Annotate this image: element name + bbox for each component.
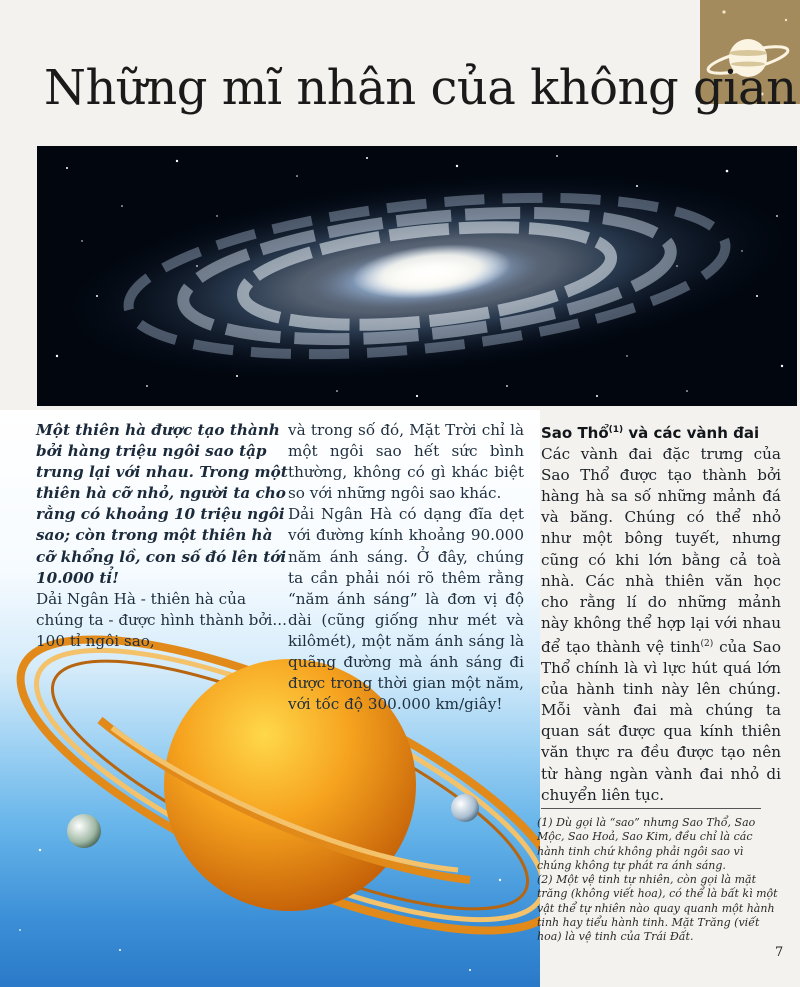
column-1 [36,420,288,652]
saturn-rings-paragraph: Các vành đai đặc trưng của Sao Thổ được tạo thành bởi hàng hà sa số những mảnh đá và băng. Chúng có thể nhỏ như một bông tuyết, nhưng cũng có khi lớn bằng cả toà nhà. Các nhà thiên văn học cho rằng lí do những mảnh này không thể hợp lại với nhau để tạo thành vệ tinh$^{(2)}$ của Sao Thổ chính là vì lực hút quá lớn của hành tinh này lên chúng. Mỗi vành đai mà chúng ta quan sát được qua kính thiên văn thực ra đều được tạo nên từ hàng ngàn vành đai nhỏ di chuyển liên tục. [541,445,781,804]
footnotes [537,816,781,945]
milky-way-paragraph: Dải Ngân Hà - thiên hà của chúng ta - được hình thành bởi... 100 tỉ ngôi sao, [36,589,287,650]
footnote-1: (1) Dù gọi là “sao” nhưng Sao Thổ, Sao Mộc, Sao Hoả, Sao Kim, đều chỉ là các hành tinh chứ không phải ngôi sao vì chúng không tự phát ra ánh sáng. [537,816,756,872]
footnote-divider [541,808,761,809]
page-number: 7 [775,945,784,960]
section-heading: Sao Thổ$^{(1)}$ và các vành đai [541,424,760,442]
galaxy-image [37,146,797,406]
column-2 [288,420,524,715]
light-year-paragraph: Dải Ngân Hà có dạng đĩa dẹt với đường kính khoảng 90.000 năm ánh sáng. Ở đây, chúng ta cần phải nói rõ thêm rằng “năm ánh sáng” là đơn vị độ dài (cũng giống như mét và kilômét), một năm ánh sáng là quãng đường mà ánh sáng đi được trong thời gian một năm, với tốc độ 300.000 km/giây! [288,505,524,714]
moon-illustration [67,814,101,848]
intro-paragraph: Một thiên hà được tạo thành bởi hàng triệu ngôi sao tập trung lại với nhau. Trong một thiên hà cỡ nhỏ, người ta cho rằng có khoảng 10 triệu ngôi sao; còn trong một thiên hà cỡ khổng lồ, con số đó lên tới 10.000 tỉ! [36,421,288,587]
footnote-2: (2) Một vệ tinh tự nhiên, còn gọi là mặt trăng (không viết hoa), có thể là bất kì một vật thể tự nhiên nào quay quanh một hành tinh hay tiểu hành tinh. Mặt Trăng (viết hoa) là vệ tinh của Trái Đất. [537,873,778,944]
sun-paragraph: và trong số đó, Mặt Trời chỉ là một ngôi sao hết sức bình thường, không có gì khác biệt so với những ngôi sao khác. [288,421,524,503]
page-title: Những mĩ nhân của không gian [44,60,797,116]
column-3 [541,420,781,806]
galaxy-illustration [37,146,797,406]
